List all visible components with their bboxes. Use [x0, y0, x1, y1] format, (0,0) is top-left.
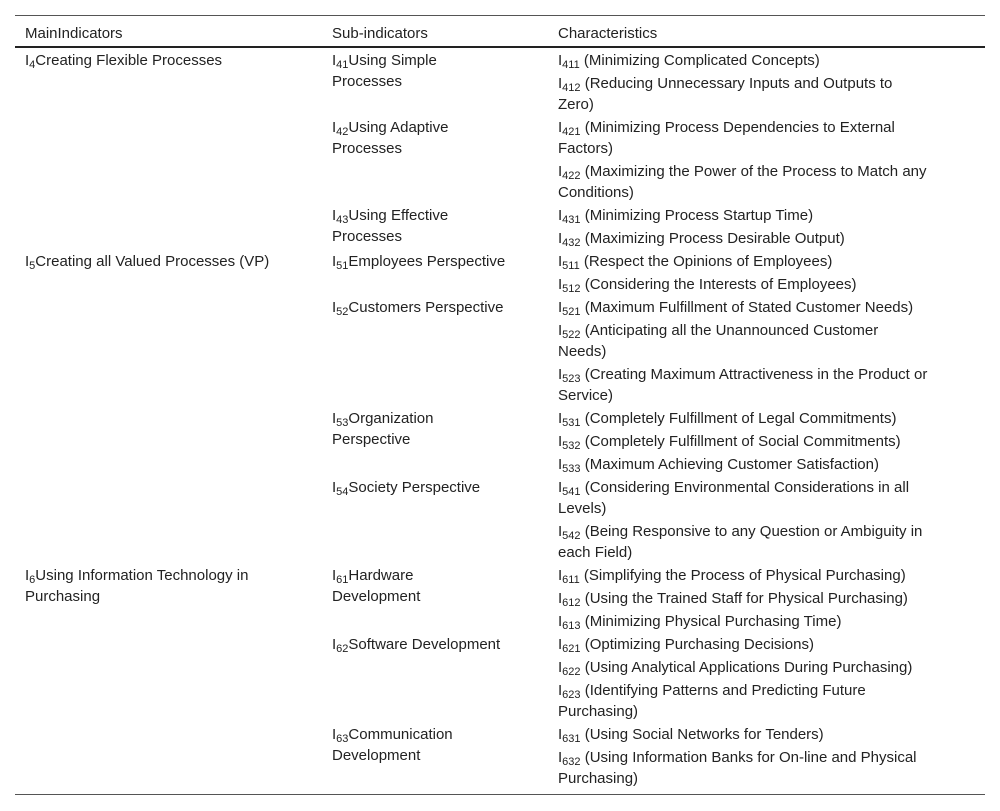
characteristic-cell: $I_{542}$ (Being Responsive to any Question or Ambiguity in each Field): [558, 523, 923, 561]
table-top-rule: [15, 15, 985, 16]
characteristic-cell: $I_{541}$ (Considering Environmental Considerations in all Levels): [558, 479, 910, 517]
sub-indicator-cell: $I_{43}Using$ Effective Processes: [332, 207, 449, 245]
characteristic-cell: $I_{511}$ (Respect the Opinions of Employees): [558, 253, 833, 272]
characteristic-cell: $I_{411}$ (Minimizing Complicated Concepts): [558, 52, 820, 71]
characteristic-cell: $I_{631}$ (Using Social Networks for Tenders): [558, 726, 824, 745]
header-characteristics: Characteristics: [558, 25, 658, 42]
header-main-indicators: MainIndicators: [25, 25, 123, 42]
characteristic-cell: $I_{612}$ (Using the Trained Staff for Physical Purchasing): [558, 590, 908, 609]
characteristic-cell: $I_{521}$ (Maximum Fulfillment of Stated Customer Needs): [558, 299, 914, 318]
sub-indicator-cell: $I_{52}Customers$ Perspective: [332, 299, 504, 318]
characteristic-cell: $I_{422}$ (Maximizing the Power of the Process to Match any Conditions): [558, 163, 927, 201]
characteristic-cell: $I_{531}$ (Completely Fulfillment of Legal Commitments): [558, 410, 897, 429]
table-bottom-rule: [15, 794, 985, 795]
characteristic-cell: $I_{622}$ (Using Analytical Applications During Purchasing): [558, 659, 913, 678]
header-sub-indicators: Sub-indicators: [332, 25, 428, 42]
characteristic-cell: $I_{623}$ (Identifying Patterns and Predicting Future Purchasing): [558, 682, 866, 720]
characteristic-cell: $I_{523}$ (Creating Maximum Attractiveness in the Product or Service): [558, 366, 928, 404]
characteristic-cell: $I_{522}$ (Anticipating all the Unannounced Customer Needs): [558, 322, 879, 360]
characteristic-cell: $I_{532}$ (Completely Fulfillment of Social Commitments): [558, 433, 901, 452]
sub-indicator-cell: $I_{61}Hardware$ Development: [332, 567, 421, 605]
characteristic-cell: $I_{432}$ (Maximizing Process Desirable Output): [558, 230, 845, 249]
characteristic-cell: $I_{431}$ (Minimizing Process Startup Time): [558, 207, 814, 226]
sub-indicator-cell: $I_{63}Communication$ Development: [332, 726, 453, 764]
sub-indicator-cell: $I_{54}Society$ Perspective: [332, 479, 481, 498]
sub-indicator-cell: $I_{51}Employees$ Perspective: [332, 253, 506, 272]
table-header-rule: [15, 46, 985, 48]
sub-indicator-cell: $I_{53}Organization$ Perspective: [332, 410, 434, 448]
characteristic-cell: $I_{632}$ (Using Information Banks for On-line and Physical Purchasing): [558, 749, 917, 787]
main-indicator-cell: $I_4Creating$ Flexible Processes: [25, 52, 223, 71]
characteristic-cell: $I_{613}$ (Minimizing Physical Purchasing Time): [558, 613, 842, 632]
characteristic-cell: $I_{611}$ (Simplifying the Process of Physical Purchasing): [558, 567, 906, 586]
main-indicator-cell: $I_5Creating$ all Valued Processes (VP): [25, 253, 270, 272]
characteristic-cell: $I_{621}$ (Optimizing Purchasing Decisions): [558, 636, 814, 655]
characteristic-cell: $I_{512}$ (Considering the Interests of Employees): [558, 276, 857, 295]
sub-indicator-cell: $I_{62}Software$ Development: [332, 636, 501, 655]
sub-indicator-cell: $I_{41}Using$ Simple Processes: [332, 52, 437, 90]
sub-indicator-cell: $I_{42}Using$ Adaptive Processes: [332, 119, 449, 157]
characteristic-cell: $I_{533}$ (Maximum Achieving Customer Satisfaction): [558, 456, 879, 475]
characteristic-cell: $I_{421}$ (Minimizing Process Dependencies to External Factors): [558, 119, 895, 157]
main-indicator-cell: $I_6Using$ Information Technology in Purchasing: [25, 567, 249, 605]
characteristic-cell: $I_{412}$ (Reducing Unnecessary Inputs and Outputs to Zero): [558, 75, 893, 113]
